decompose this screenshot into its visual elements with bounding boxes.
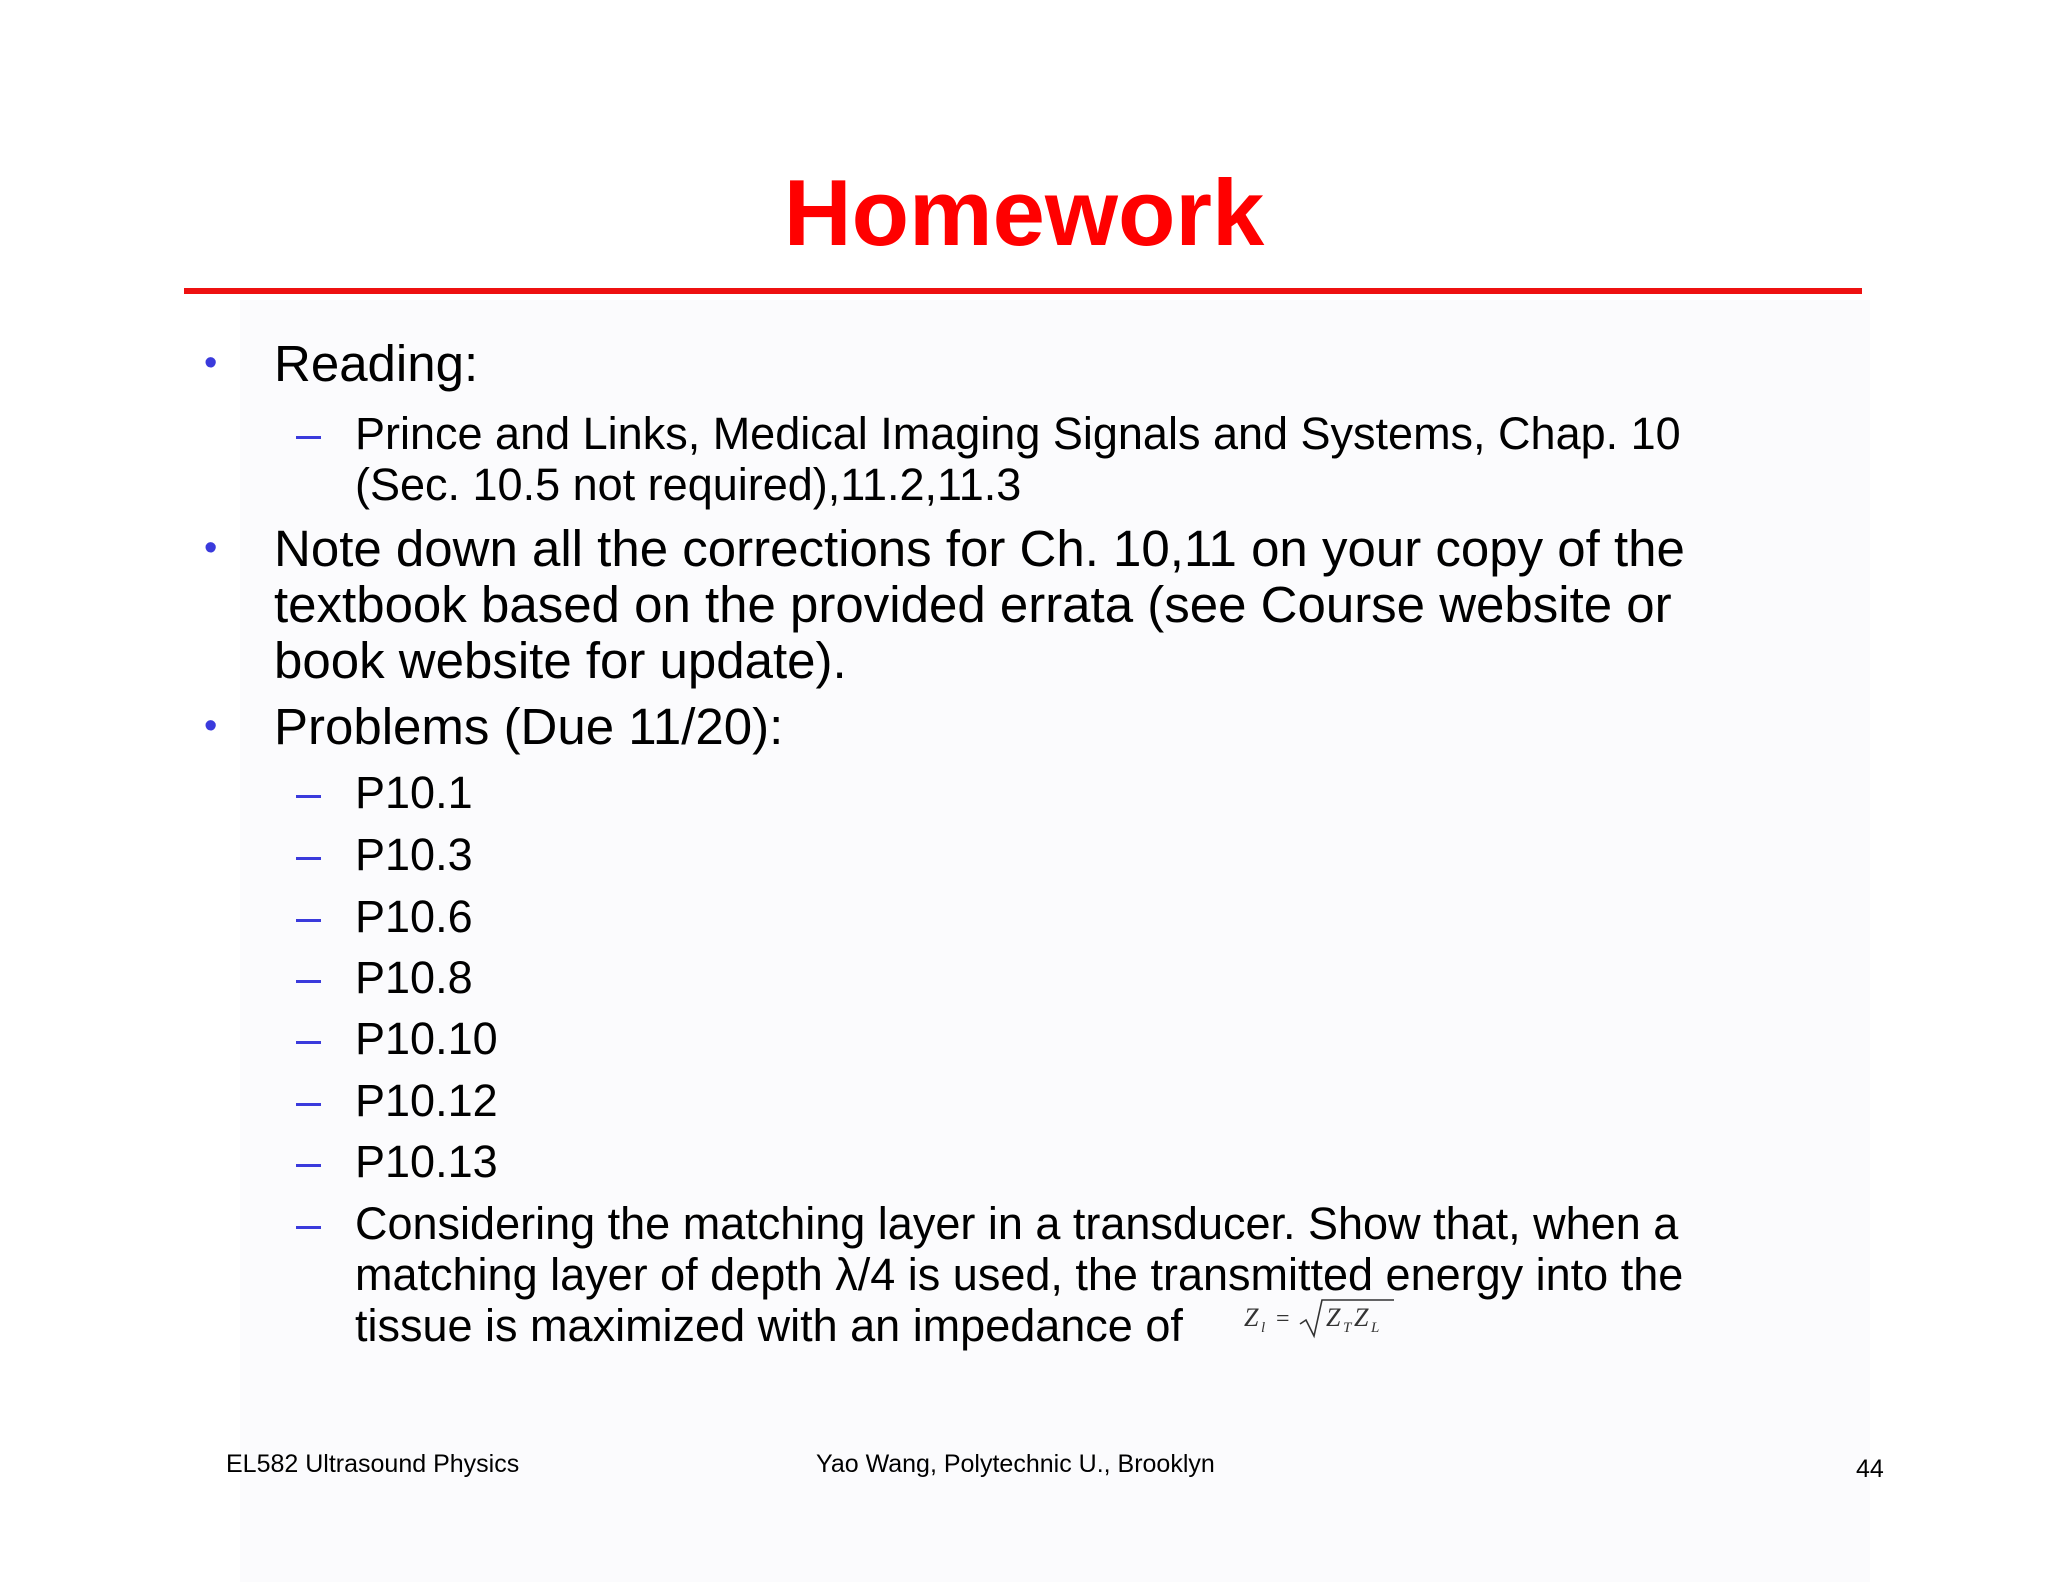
bullet-reading-marker: •	[204, 342, 218, 384]
problem-last-line-1: Considering the matching layer in a transducer. Show that, when a	[355, 1198, 1679, 1249]
problem-last-line-3: tissue is maximized with an impedance of	[355, 1300, 1183, 1351]
problem-dash: –	[296, 1136, 322, 1187]
problem-dash: –	[296, 891, 322, 942]
problem-dash: –	[296, 1013, 322, 1064]
formula-z1-sub: T	[1343, 1320, 1352, 1336]
footer-author: Yao Wang, Polytechnic U., Brooklyn	[816, 1450, 1215, 1478]
problem-dash: –	[296, 1198, 322, 1249]
problem-dash: –	[296, 829, 322, 880]
formula-z2-sub: L	[1371, 1320, 1380, 1336]
slide-title: Homework	[783, 160, 1265, 265]
problem-item: P10.3	[355, 829, 473, 880]
problem-last-line-2: matching layer of depth λ/4 is used, the transmitted energy into the	[355, 1249, 1684, 1300]
formula-lhs: Z	[1244, 1303, 1259, 1332]
note-line-2: textbook based on the provided errata (see Course website or	[274, 576, 1672, 633]
title-underline	[184, 288, 1862, 294]
reading-sub-line-1: Prince and Links, Medical Imaging Signals and Systems, Chap. 10	[355, 408, 1681, 459]
problem-item: P10.12	[355, 1075, 498, 1126]
formula-z1: Z	[1326, 1303, 1341, 1332]
impedance-formula	[1240, 1296, 1400, 1344]
problem-dash: –	[296, 1075, 322, 1126]
formula-lhs-sub: l	[1261, 1320, 1266, 1336]
bullet-problems: Problems (Due 11/20):	[274, 698, 784, 755]
note-line-1: Note down all the corrections for Ch. 10,11 on your copy of the	[274, 520, 1685, 577]
formula-z2: Z	[1354, 1303, 1369, 1332]
problem-item: P10.10	[355, 1013, 498, 1064]
footer-page-number: 44	[1856, 1455, 1884, 1483]
formula-equals: =	[1276, 1306, 1290, 1332]
problem-item: P10.8	[355, 952, 473, 1003]
reading-sub-line-2: (Sec. 10.5 not required),11.2,11.3	[355, 459, 1022, 510]
problem-item: P10.6	[355, 891, 473, 942]
problem-dash: –	[296, 952, 322, 1003]
note-line-3: book website for update).	[274, 632, 847, 689]
bullet-note-marker: •	[204, 527, 218, 569]
bullet-problems-marker: •	[204, 705, 218, 747]
reading-dash: –	[296, 408, 322, 459]
bullet-reading: Reading:	[274, 335, 479, 392]
footer-course: EL582 Ultrasound Physics	[226, 1450, 520, 1478]
problem-dash: –	[296, 767, 322, 818]
problem-item: P10.1	[355, 767, 473, 818]
problem-item: P10.13	[355, 1136, 498, 1187]
